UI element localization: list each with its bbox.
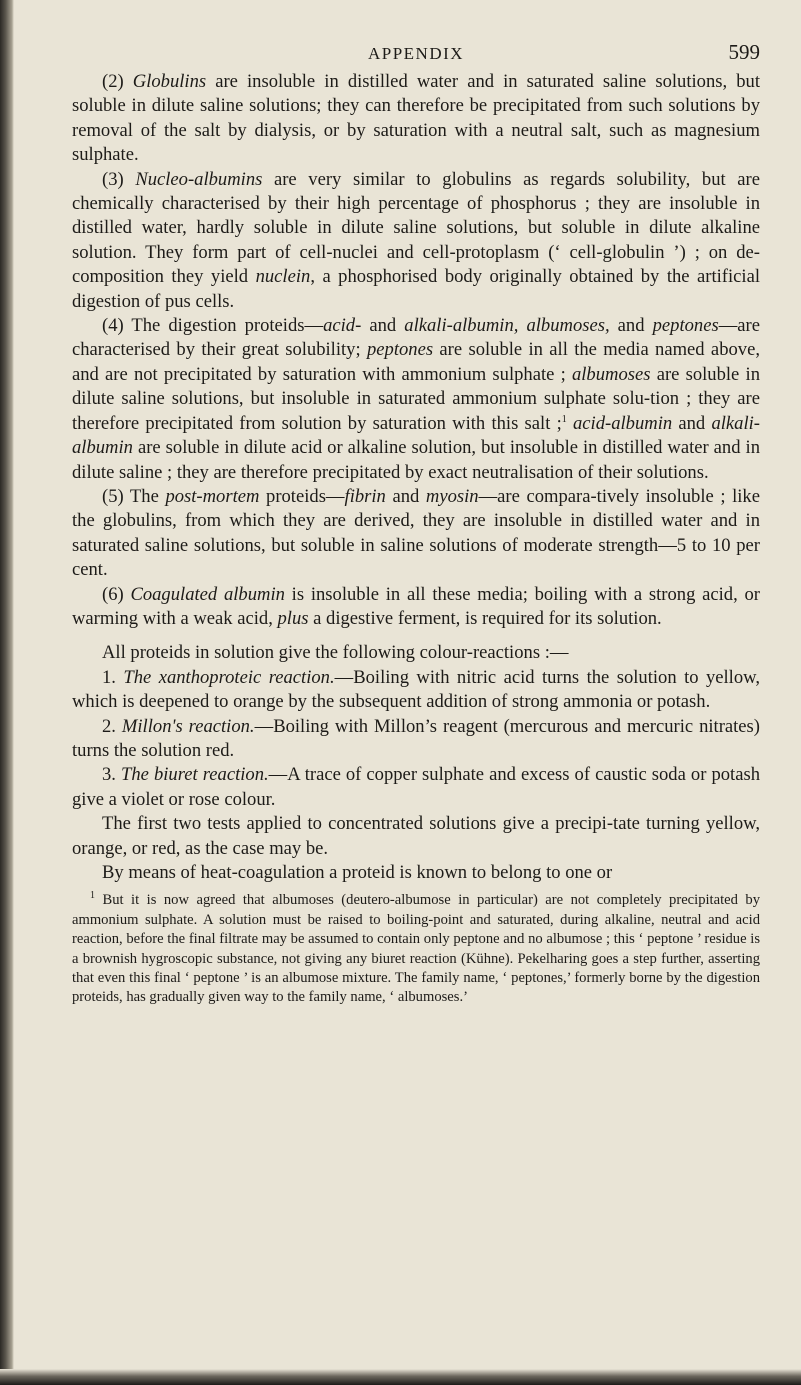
text-run: 2. [102, 715, 122, 737]
text-run: —A trace of copper sulphate and excess of caustic soda or potash give a violet or rose colour. [72, 764, 760, 810]
paragraph [72, 763, 760, 812]
text-run: are soluble in dilute saline solutions, but insoluble in saturated ammonium sulphate solu-tion ; they are therefore precipitated from solution by saturation with this salt ; [72, 363, 760, 434]
footnote-marker: 1 [90, 890, 95, 902]
italic-term: alkali-albumin [72, 412, 760, 459]
paragraph [72, 168, 760, 314]
italic-term: Nucleo-albumins [135, 168, 263, 190]
text-run: —are characterised by their great solubility; [72, 315, 760, 361]
text-run: —are compara-tively insoluble ; like the globulins, from which they are derived, they are insoluble in distilled water and in saturated saline solutions, but soluble in saline solutions of moderate strength—5 to 10 per cent. [72, 485, 760, 581]
text-run: are very similar to globulins as regards solubility, but are chemically characterised by their high percentage of phosphorus ; they are insoluble in distilled water, hardly soluble in dilute saline solutions, but soluble in dilute alkaline solution. They form part of cell-nuclei and cell-protoplasm (‘ cell-globulin ’) ; on de-composition they yield [72, 168, 760, 288]
text-run: and [609, 315, 653, 337]
text-run: a digestive ferment, is required for its solution. [308, 607, 662, 629]
paragraph [72, 583, 760, 632]
text-run: and [385, 485, 426, 507]
text-run: —Boiling with nitric acid turns the solution to yellow, which is deepened to orange by the subsequent addition of strong ammonia or potash. [72, 666, 760, 713]
running-head-title: APPENDIX [367, 44, 465, 63]
text-run: (2) [102, 71, 133, 92]
footnote-marker: 1 [561, 413, 567, 425]
text-run: (5) The [102, 485, 166, 507]
text-run: But it is now agreed that albumoses (deutero-albumose in particular) are not completely precipitated by ammonium sulphate. A solution must be raised to boiling-point and saturated, during alkaline, neutral and acid reaction, before the final filtrate may be assumed to contain only peptone and no albumose ; this ‘ peptone ’ residue is a brownish hygroscopic substance, not giving any biuret reaction (Kühne). Pekelharing goes a step further, asserting that even this final ‘ peptone ’ is an albumose mixture. The family name, ‘ peptones,’ formerly borne by the digestion proteids, has gradually given way to the family name, ‘ albumoses.’ [72, 892, 760, 1006]
paragraph [72, 641, 760, 665]
text-run: proteids— [259, 485, 345, 507]
text-run: All proteids in solution give the following colour-reactions :— [102, 642, 569, 664]
text-run: , a phosphorised body originally obtained by the artificial digestion of pus cells. [72, 266, 760, 312]
body-text [72, 70, 760, 885]
text-run: are soluble in dilute acid or alkaline solution, but insoluble in distilled water and in dilute saline ; they are therefore precipitated by exact neutralisation of their solutions. [72, 437, 760, 483]
paragraph [72, 314, 760, 485]
italic-term: fibrin [344, 485, 386, 507]
paragraph [72, 812, 760, 861]
text-run: 1. [102, 666, 124, 688]
paragraph [72, 715, 760, 764]
italic-term: acid- [323, 315, 362, 337]
text-run: are insoluble in distilled water and in saturated saline solutions, but soluble in dilute saline solutions; they can therefore be precipitated from such solutions by removal of the salt by dialysis, or by saturation with a neutral salt, such as magnesium sulphate. [72, 71, 760, 166]
text-run: are soluble in all the media named above, and are not precipitated by saturation with ammonium sulphate ; [72, 339, 760, 385]
footnotes [72, 891, 760, 1007]
italic-term: alkali-albumin, albumoses, [404, 315, 610, 337]
text-run: By means of heat-coagulation a proteid is known to belong to one or [102, 862, 613, 883]
italic-term: peptones [652, 315, 719, 337]
text-run: (6) [102, 583, 131, 605]
text-run: (4) The digestion proteids— [102, 315, 324, 337]
italic-term: acid-albumin [573, 412, 673, 434]
text-run: —Boiling with Millon’s reagent (mercurous and mercuric nitrates) turns the solution red. [72, 715, 760, 761]
paragraph [72, 70, 760, 168]
text-run: and [361, 315, 405, 337]
text-run: and [672, 412, 712, 434]
text-run: (3) [102, 168, 136, 190]
italic-term: peptones [366, 339, 434, 361]
italic-term: Coagulated albumin [130, 583, 285, 605]
paragraph [72, 861, 760, 885]
book-page [72, 40, 760, 1008]
paragraph [72, 485, 760, 583]
italic-term: The xanthoproteic reaction. [123, 666, 335, 688]
italic-term: myosin [425, 485, 479, 507]
running-head [72, 40, 760, 70]
italic-term: plus [277, 607, 309, 629]
paragraph [72, 666, 760, 715]
italic-term: The biuret reaction. [121, 764, 269, 786]
text-run: 3. [102, 764, 121, 786]
page-number: 599 [728, 40, 760, 64]
italic-term: nuclein [255, 266, 311, 288]
footnote [72, 891, 760, 1007]
book-binding-shadow [0, 0, 14, 1385]
text-run: The first two tests applied to concentrated solutions give a precipi-tate turning yellow, orange, or red, as the case may be. [72, 813, 760, 859]
italic-term: Millon's reaction. [121, 715, 255, 737]
italic-term: post-mortem [165, 485, 260, 507]
italic-term: Globulins [132, 71, 207, 92]
page-bottom-shadow [0, 1369, 801, 1385]
italic-term: albumoses [571, 363, 651, 385]
text-run: is insoluble in all these media; boiling with a strong acid, or warming with a weak acid, [72, 583, 760, 629]
